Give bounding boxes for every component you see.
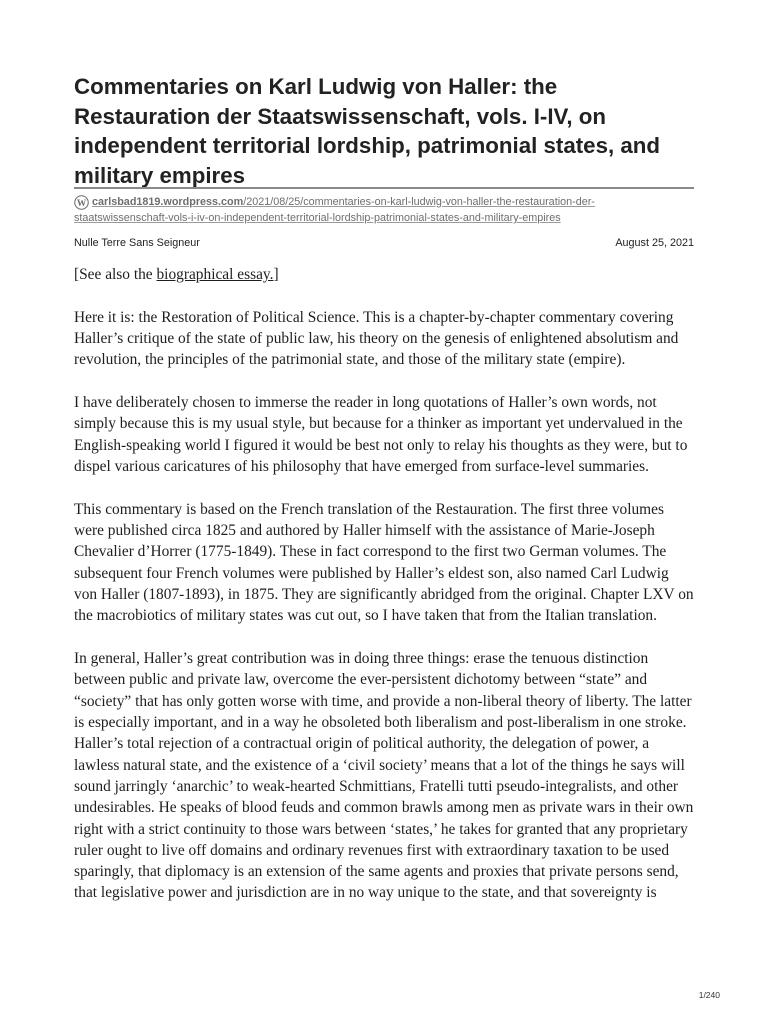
article-body <box>74 264 694 925</box>
author-name: Nulle Terre Sans Seigneur <box>74 237 200 249</box>
title-divider <box>74 187 694 189</box>
source-url-line-1[interactable] <box>92 194 595 210</box>
paragraph: In general, Haller’s great contribution was in doing three things: erase the tenuous distinction between public and private law, overcome the ever-persistent dichotomy between “state” and “society” that has only gotten worse with time, and provide a non-liberal theory of liberty. The latter is especially important, and in a way he obsoleted both liberalism and post-liberalism in one stroke. Haller’s total rejection of a contractual origin of political authority, the delegation of power, a lawless natural state, and the existence of a ‘civil society’ means that a lot of the things he says will sound jarringly ‘anarchic’ to weak-hearted Schmittians, Fratelli tutti pseudo-integralists, and other undesirables. He speaks of blood feuds and common brawls among men as private wars in their own right with a strict continuity to those wars between ‘states,’ he takes for granted that any proprietary ruler ought to live off domains and ordinary revenues first with extraordinary taxation to be used sparingly, that diplomacy is an extension of the same agents and proxies that private persons send, that legislative power and jurisdiction are in no way unique to the state, and that sovereignty is <box>74 650 694 902</box>
paragraph: I have deliberately chosen to immerse the reader in long quotations of Haller’s own words, not simply because this is my usual style, but because for a thinker as important yet undervalued in the English-speaking world I figured it would be best not only to relay his thoughts as they were, but to dispel various caricatures of his philosophy that have emerged from surface-level summaries. <box>74 394 688 476</box>
source-path-part-2[interactable]: staatswissenschaft-vols-i-iv-on-independent-territorial-lordship-patrimonial-states-and-military-empires <box>74 212 561 224</box>
see-also-paragraph <box>74 264 694 285</box>
see-also-suffix: ] <box>273 266 279 283</box>
source-domain[interactable]: carlsbad1819.wordpress.com <box>92 196 244 208</box>
page-title: Commentaries on Karl Ludwig von Haller: the Restauration der Staatswissenschaft, vols. I-IV, on independent territorial lordship, patrimonial states, and military empires <box>74 74 661 188</box>
publish-date: August 25, 2021 <box>615 237 694 249</box>
paragraph: This commentary is based on the French translation of the Restauration. The first three volumes were published circa 1825 and authored by Haller himself with the assistance of Marie-Joseph Chevalier d’Horrer (1775-1849). These in fact correspond to the first two German volumes. The subsequent four French volumes were published by Haller’s eldest son, also named Carl Ludwig von Haller (1807-1893), in 1875. They are significantly abridged from the original. Chapter LXV on the macrobiotics of military states was cut out, so I have taken that from the Italian translation. <box>74 500 694 625</box>
see-also-prefix: [See also the <box>74 266 157 283</box>
source-path-part-1[interactable]: /2021/08/25/commentaries-on-karl-ludwig-von-haller-the-restauration-der- <box>243 196 595 208</box>
paragraph: Here it is: the Restoration of Political Science. This is a chapter-by-chapter commentary covering Haller’s critique of the state of public law, his theory on the genesis of enlightened absolutism and revolution, the principles of the patrimonial state, and those of the military state (empire). <box>74 308 679 369</box>
biographical-essay-link[interactable]: biographical essay. <box>156 266 274 283</box>
svg-text:W: W <box>76 198 87 209</box>
source-url-line-2[interactable] <box>74 210 561 226</box>
wordpress-icon <box>74 195 89 210</box>
page-number: 1/240 <box>698 990 720 1000</box>
